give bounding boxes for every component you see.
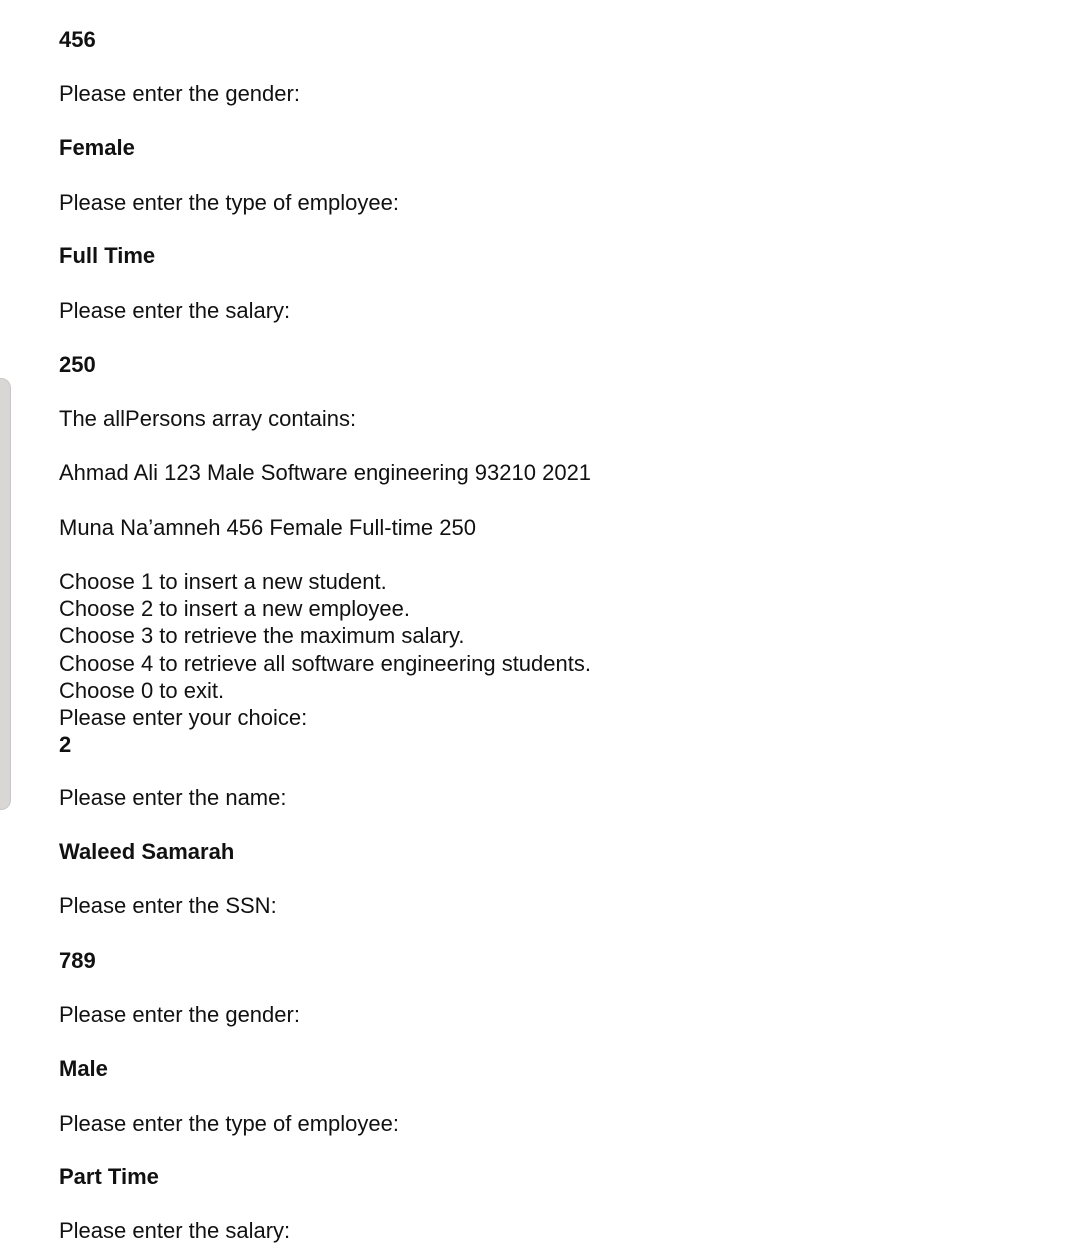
prompt-name: Please enter the name: bbox=[59, 785, 287, 810]
input-ssn-value: 789 bbox=[59, 948, 96, 973]
choice-menu bbox=[59, 568, 591, 758]
prompt-ssn: Please enter the SSN: bbox=[59, 893, 277, 918]
menu-prompt: Please enter your choice: bbox=[59, 705, 308, 731]
input-salary-value: 250 bbox=[59, 352, 96, 377]
menu-line: Choose 4 to retrieve all software engineering students. bbox=[59, 650, 591, 676]
input-gender-value: Female bbox=[59, 135, 135, 160]
menu-line: Choose 3 to retrieve the maximum salary. bbox=[59, 623, 465, 649]
menu-line: Choose 2 to insert a new employee. bbox=[59, 596, 410, 622]
array-heading: The allPersons array contains: bbox=[59, 406, 357, 431]
input-employee-type-value: Part Time bbox=[59, 1164, 159, 1189]
prompt-salary: Please enter the salary: bbox=[59, 1218, 291, 1243]
menu-line: Choose 1 to insert a new student. bbox=[59, 569, 387, 594]
prompt-employee-type: Please enter the type of employee: bbox=[59, 190, 399, 215]
side-scroll-handle[interactable] bbox=[0, 378, 11, 810]
input-employee-type-value: Full Time bbox=[59, 243, 156, 268]
input-gender-value: Male bbox=[59, 1056, 108, 1081]
prompt-salary: Please enter the salary: bbox=[59, 298, 291, 323]
array-entry: Muna Na’amneh 456 Female Full-time 250 bbox=[59, 515, 476, 540]
prompt-employee-type: Please enter the type of employee: bbox=[59, 1111, 399, 1136]
choice-value: 2 bbox=[59, 732, 72, 758]
array-entry: Ahmad Ali 123 Male Software engineering 93210 2021 bbox=[59, 460, 592, 485]
prompt-gender: Please enter the gender: bbox=[59, 81, 300, 106]
menu-line: Choose 0 to exit. bbox=[59, 677, 225, 703]
input-ssn-value: 456 bbox=[59, 27, 96, 52]
prompt-gender: Please enter the gender: bbox=[59, 1002, 300, 1027]
input-name-value: Waleed Samarah bbox=[59, 839, 235, 864]
